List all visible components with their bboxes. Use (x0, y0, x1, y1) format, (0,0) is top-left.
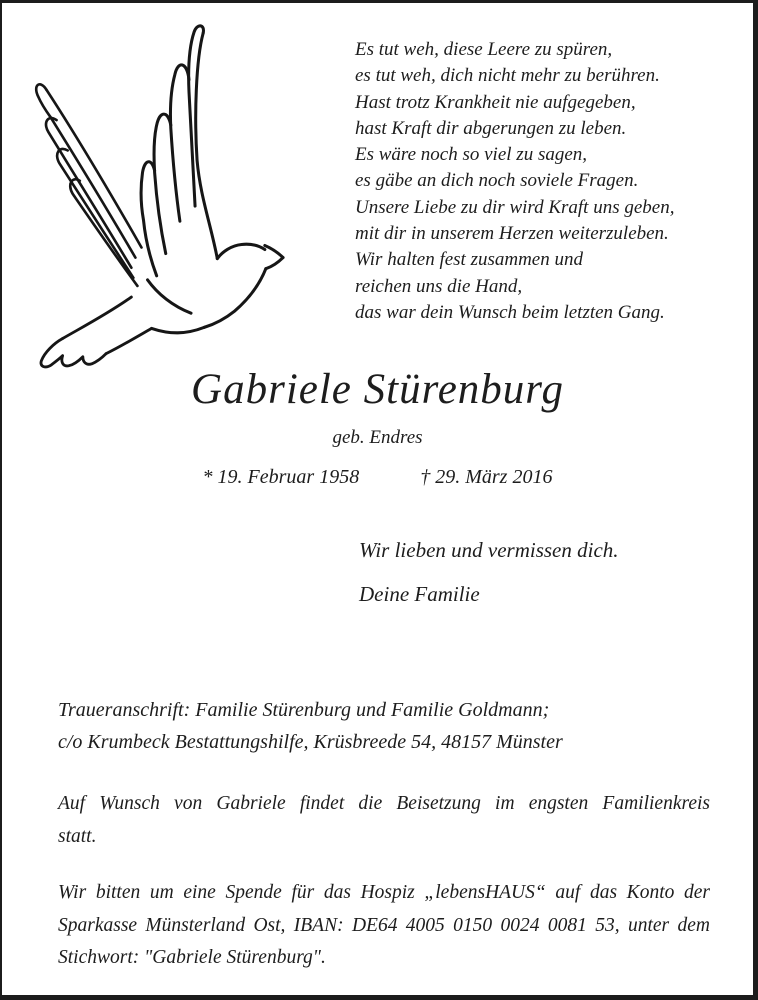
poem-line: es tut weh, dich nicht mehr zu berühren. (355, 65, 660, 87)
poem (355, 37, 674, 326)
poem-line: reichen uns die Hand, (355, 275, 523, 297)
mourning-address (58, 694, 563, 758)
poem-line: hast Kraft dir abgerungen zu leben. (355, 117, 627, 139)
farewell-message: Wir lieben und vermissen dich. (359, 538, 619, 562)
birth-date: * 19. Februar 1958 (202, 466, 360, 488)
poem-line: Es wäre noch so viel zu sagen, (355, 144, 588, 166)
burial-notice-line: statt. (58, 826, 97, 847)
mourning-address-line: Traueranschrift: Familie Stürenburg und Familie Goldmann; (58, 699, 550, 721)
burial-notice (58, 787, 710, 853)
burial-notice-line: Auf Wunsch von Gabriele findet die Beisetzung im engsten Familienkreis (58, 793, 710, 814)
donation-request-line: Wir bitten um eine Spende für das Hospiz „lebensHAUS“ auf das Konto der (58, 882, 710, 903)
deceased-name: Gabriele Stürenburg (191, 366, 564, 413)
poem-line: Es tut weh, diese Leere zu spüren, (355, 39, 613, 60)
donation-request (58, 877, 710, 975)
maiden-name: geb. Endres (332, 427, 423, 448)
life-dates (2, 466, 753, 489)
donation-request-line: Stichwort: "Gabriele Stürenburg". (58, 947, 326, 968)
donation-request-line: Sparkasse Münsterland Ost, IBAN: DE64 4005 0150 0024 0081 53, unter dem (58, 914, 710, 936)
poem-line: Unsere Liebe zu dir wird Kraft uns geben, (355, 196, 675, 218)
poem-line: das war dein Wunsch beim letzten Gang. (355, 301, 665, 323)
poem-line: es gäbe an dich noch soviele Fragen. (355, 170, 639, 192)
family-signature: Deine Familie (359, 582, 480, 606)
death-date: † 29. März 2016 (420, 466, 553, 488)
dove-icon (26, 19, 352, 385)
mourning-address-line: c/o Krumbeck Bestattungshilfe, Krüsbreede 54, 48157 Münster (58, 731, 563, 753)
poem-line: Hast trotz Krankheit nie aufgegeben, (355, 91, 636, 113)
poem-line: mit dir in unserem Herzen weiterzuleben. (355, 223, 669, 245)
poem-line: Wir halten fest zusammen und (355, 249, 583, 271)
